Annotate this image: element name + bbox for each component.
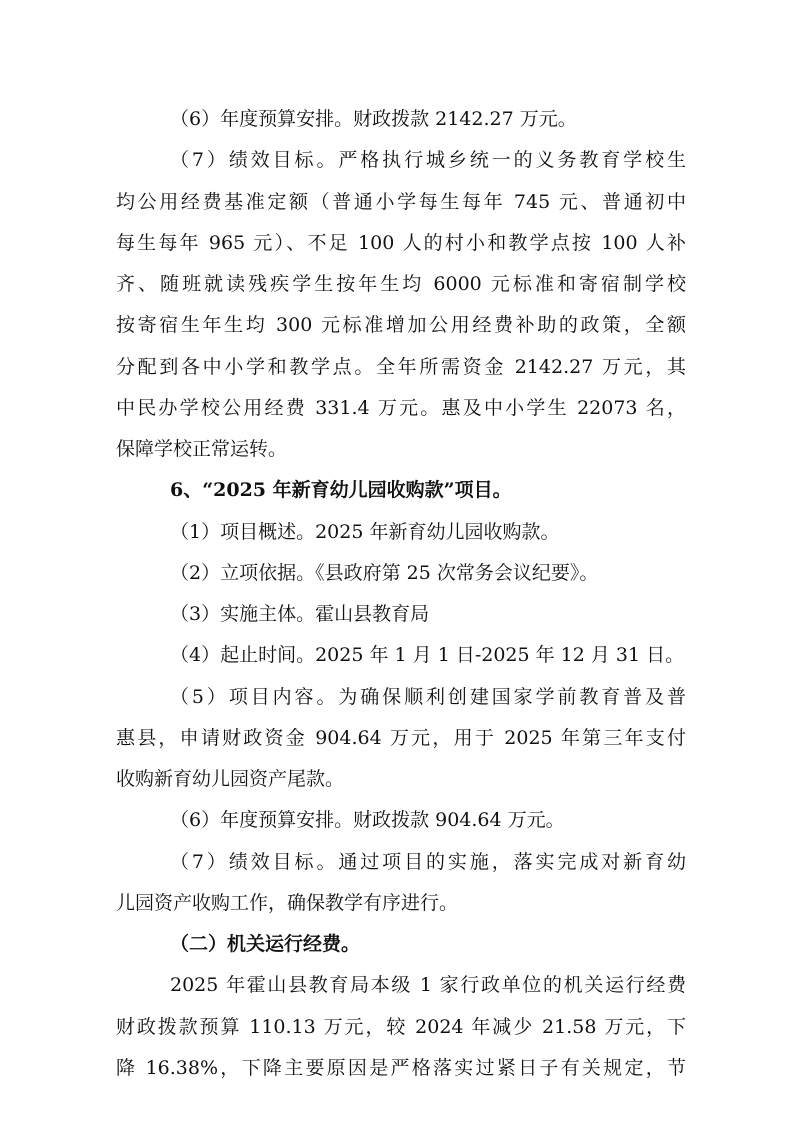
- text-line: （4）起止时间。2025 年 1 月 1 日-2025 年 12 月 31 日。: [170, 644, 685, 666]
- text-line: （6）年度预算安排。财政拨款 904.64 万元。: [170, 809, 565, 831]
- text-line: 中民办学校公用经费 331.4 万元。惠及中小学生 22073 名，: [116, 397, 686, 419]
- text-line: （7）绩效目标。通过项目的实施，落实完成对新育幼: [170, 851, 686, 873]
- text-line: 2025 年霍山县教育局本级 1 家行政单位的机关运行经费: [170, 974, 686, 996]
- text-line: 惠县，申请财政资金 904.64 万元，用于 2025 年第三年支付: [116, 727, 686, 749]
- text-line: 均公用经费基准定额（普通小学每生每年 745 元、普通初中: [116, 191, 686, 213]
- text-line: 儿园资产收购工作，确保教学有序进行。: [116, 892, 459, 914]
- text-line: 按寄宿生年生均 300 元标准增加公用经费补助的政策，全额: [116, 314, 686, 336]
- text-line: 分配到各中小学和教学点。全年所需资金 2142.27 万元，其: [116, 356, 686, 378]
- section-heading: 6、“2025 年新育幼儿园收购款”项目。: [170, 479, 512, 501]
- text-line: 收购新育幼儿园资产尾款。: [116, 768, 345, 790]
- text-line: 降 16.38%，下降主要原因是严格落实过紧日子有关规定，节: [116, 1057, 686, 1079]
- text-line: （2）立项依据。《县政府第 25 次常务会议纪要》。: [170, 562, 599, 584]
- text-line: （6）年度预算安排。财政拨款 2142.27 万元。: [170, 108, 577, 130]
- text-line: （3）实施主体。霍山县教育局: [170, 603, 430, 625]
- section-heading: （二）机关运行经费。: [170, 933, 361, 955]
- text-line: （5）项目内容。为确保顺利创建国家学前教育普及普: [170, 686, 686, 708]
- text-line: 保障学校正常运转。: [116, 438, 288, 460]
- text-line: 齐、随班就读残疾学生按年生均 6000 元标准和寄宿制学校: [116, 273, 686, 295]
- text-line: 财政拨款预算 110.13 万元，较 2024 年减少 21.58 万元，下: [116, 1016, 686, 1038]
- text-line: （7）绩效目标。严格执行城乡统一的义务教育学校生: [170, 149, 686, 171]
- text-line: 每生每年 965 元）、不足 100 人的村小和教学点按 100 人补: [116, 232, 686, 254]
- text-line: （1）项目概述。2025 年新育幼儿园收购款。: [170, 521, 560, 543]
